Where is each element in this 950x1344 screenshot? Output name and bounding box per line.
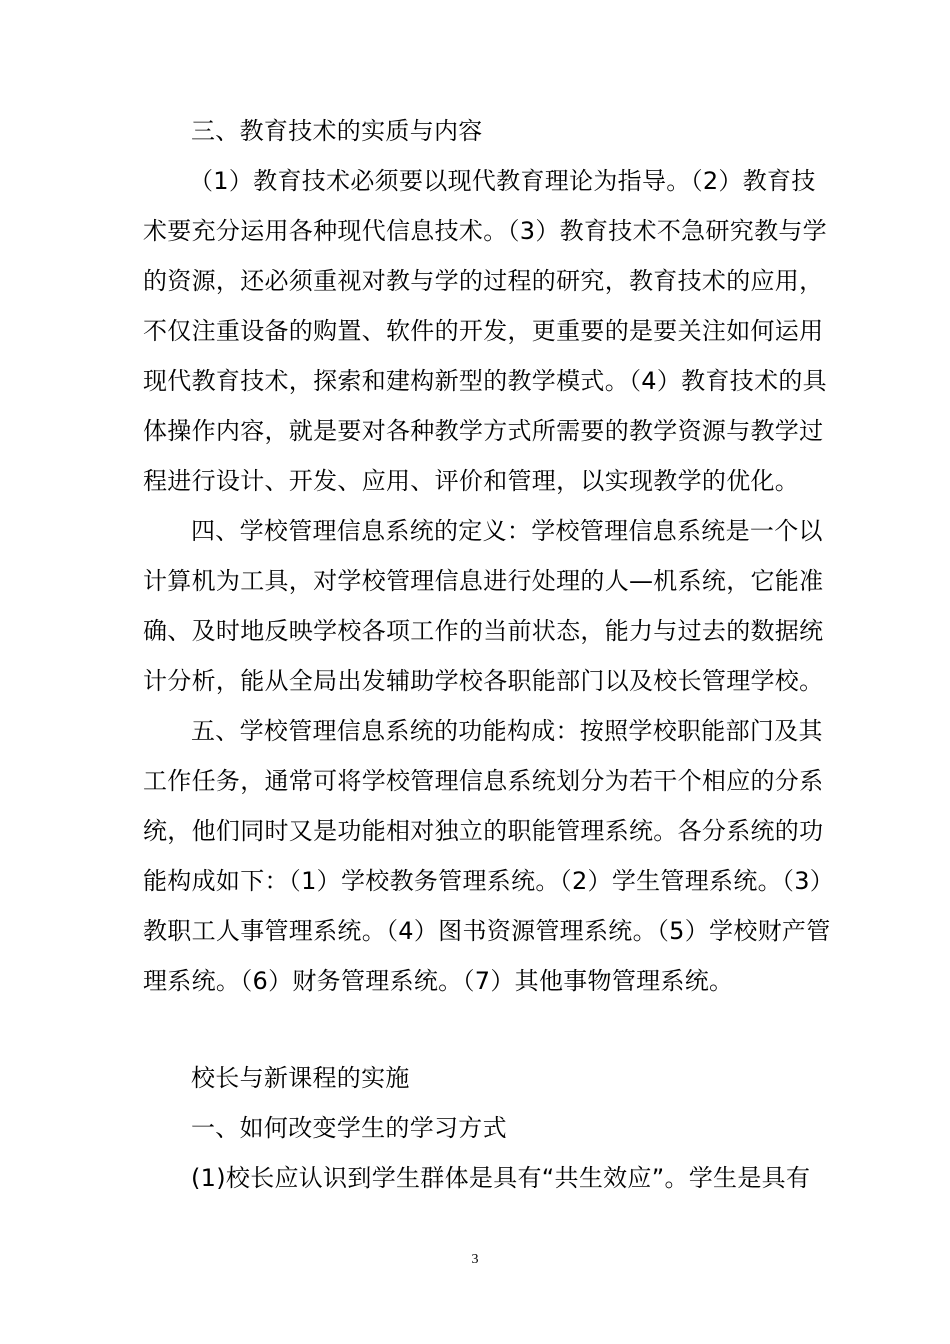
paragraph-line: 教职工人事管理系统。（4）图书资源管理系统。（5）学校财产管: [143, 917, 831, 945]
paragraph-line: 计分析，能从全局出发辅助学校各职能部门以及校长管理学校。: [143, 667, 824, 695]
chapter-title: 校长与新课程的实施: [191, 1064, 410, 1092]
paragraph-line: 术要充分运用各种现代信息技术。（3）教育技术不急研究教与学: [143, 217, 827, 245]
paragraph-line: 不仅注重设备的购置、软件的开发，更重要的是要关注如何运用: [143, 317, 824, 345]
paragraph-line: 体操作内容，就是要对各种教学方式所需要的教学资源与教学过: [143, 417, 824, 445]
paragraph-line: 工作任务，通常可将学校管理信息系统划分为若干个相应的分系: [143, 767, 824, 795]
paragraph-line: 统，他们同时又是功能相对独立的职能管理系统。各分系统的功: [143, 817, 824, 845]
paragraph-line: 的资源，还必须重视对教与学的过程的研究，教育技术的应用，: [143, 267, 824, 295]
paragraph-line: 程进行设计、开发、应用、评价和管理，以实现教学的优化。: [143, 467, 800, 495]
paragraph-line: （1）教育技术必须要以现代教育理论为指导。（2）教育技: [189, 167, 816, 195]
paragraph-line: 确、及时地反映学校各项工作的当前状态，能力与过去的数据统: [143, 617, 824, 645]
paragraph-line: 现代教育技术，探索和建构新型的教学模式。（4）教育技术的具: [143, 367, 827, 395]
section-heading-4: 四、学校管理信息系统的定义：学校管理信息系统是一个以: [191, 517, 823, 545]
paragraph-line: 计算机为工具，对学校管理信息进行处理的人—机系统，它能准: [143, 567, 824, 595]
section-heading-1: 一、如何改变学生的学习方式: [191, 1114, 507, 1142]
paragraph-line: 能构成如下：（1）学校教务管理系统。（2）学生管理系统。（3）: [143, 867, 835, 895]
section-heading-3: 三、教育技术的实质与内容: [191, 117, 483, 145]
section-heading-5: 五、学校管理信息系统的功能构成：按照学校职能部门及其: [191, 717, 823, 745]
paragraph-line: 理系统。（6）财务管理系统。（7）其他事物管理系统。: [143, 967, 734, 995]
paragraph-line: (1)校长应认识到学生群体是具有“共生效应”。学生是具有: [191, 1164, 811, 1192]
page-number: 3: [471, 1252, 479, 1267]
